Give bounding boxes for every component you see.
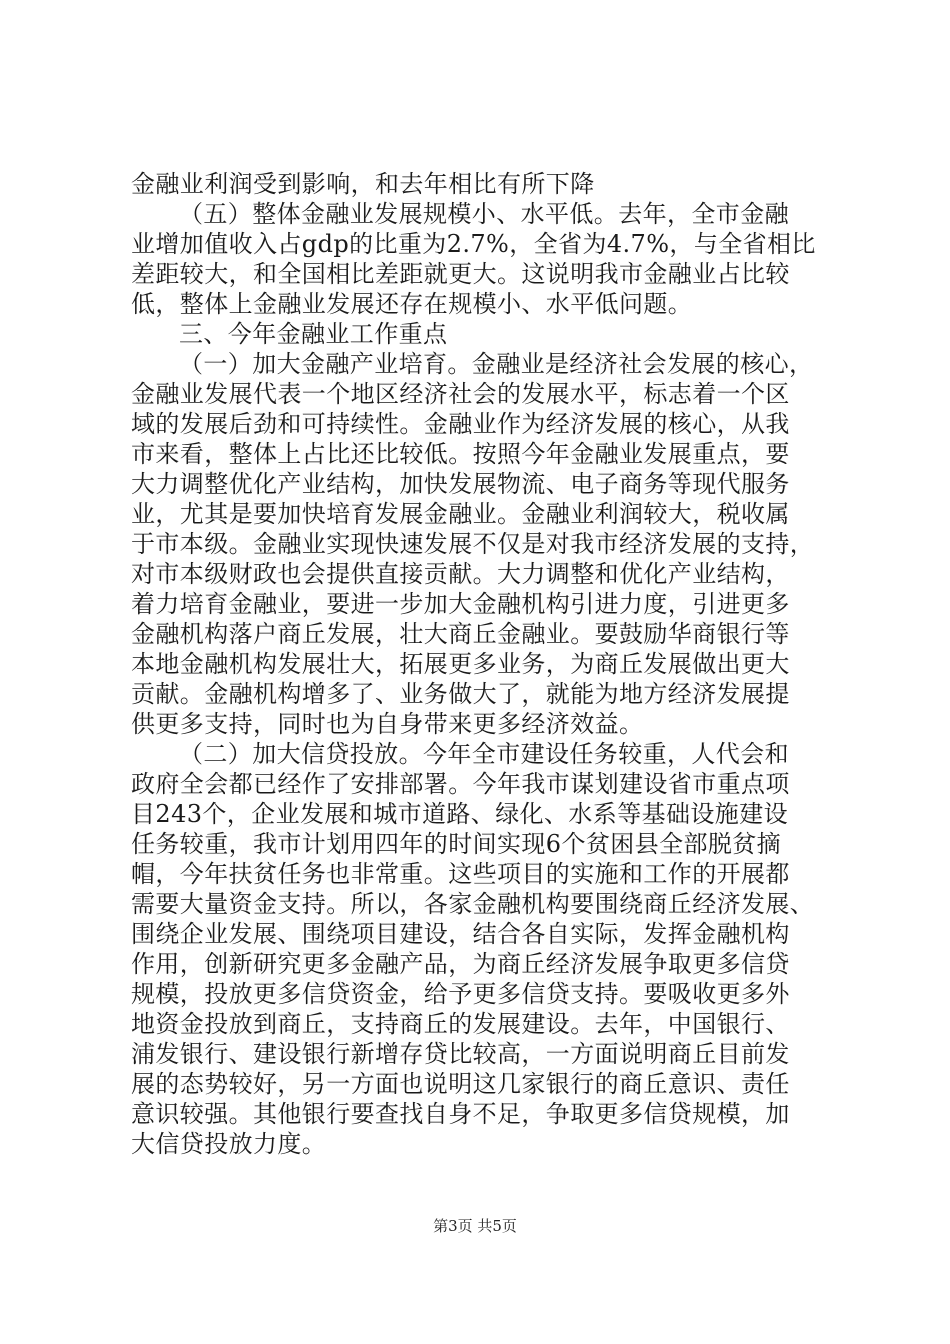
text-line: 围绕企业发展、围绕项目建设，结合各自实际，发挥金融机构 [131,920,790,948]
text-line: 低，整体上金融业发展还存在规模小、水平低问题。 [131,290,693,318]
text-line: 作用，创新研究更多金融产品，为商丘经济发展争取更多信贷 [131,950,790,978]
text-line: 对市本级财政也会提供直接贡献。大力调整和优化产业结构， [131,560,790,588]
text-line: 任务较重，我市计划用四年的时间实现6个贫困县全部脱贫摘 [131,830,782,858]
text-line: 金融业利润受到影响，和去年相比有所下降 [131,170,595,198]
text-line: 着力培育金融业，要进一步加大金融机构引进力度，引进更多 [131,590,790,618]
page-number-footer: 第3页 共5页 [433,1217,517,1235]
text-line: 目243个，企业发展和城市道路、绿化、水系等基础设施建设 [131,800,789,828]
section-heading: 三、今年金融业工作重点 [179,320,448,348]
text-line: 大信贷投放力度。 [131,1130,327,1158]
text-line: 地资金投放到商丘，支持商丘的发展建设。去年，中国银行、 [131,1010,790,1038]
text-line: 差距较大，和全国相比差距就更大。这说明我市金融业占比较 [131,260,790,288]
text-line: 于市本级。金融业实现快速发展不仅是对我市经济发展的支持， [131,530,815,558]
text-line: 业，尤其是要加快培育发展金融业。金融业利润较大，税收属 [131,500,790,528]
paragraph-start-line: （二）加大信贷投放。今年全市建设任务较重，人代会和 [179,740,789,768]
paragraph-start-line: （五）整体金融业发展规模小、水平低。去年，全市金融 [179,200,789,228]
text-line: 政府全会都已经作了安排部署。今年我市谋划建设省市重点项 [131,770,790,798]
text-line: 金融机构落户商丘发展，壮大商丘金融业。要鼓励华商银行等 [131,620,790,648]
text-line: 浦发银行、建设银行新增存贷比较高，一方面说明商丘目前发 [131,1040,790,1068]
text-line: 帽，今年扶贫任务也非常重。这些项目的实施和工作的开展都 [131,860,790,888]
text-line: 贡献。金融机构增多了、业务做大了，就能为地方经济发展提 [131,680,790,708]
paragraph-start-line: （一）加大金融产业培育。金融业是经济社会发展的核心， [179,350,814,378]
text-line: 供更多支持，同时也为自身带来更多经济效益。 [131,710,644,738]
text-line: 需要大量资金支持。所以，各家金融机构要围绕商丘经济发展、 [131,890,815,918]
text-line: 市来看，整体上占比还比较低。按照今年金融业发展重点，要 [131,440,790,468]
text-line: 规模，投放更多信贷资金，给予更多信贷支持。要吸收更多外 [131,980,790,1008]
text-line: 业增加值收入占gdp的比重为2.7%，全省为4.7%，与全省相比 [131,230,816,258]
text-line: 域的发展后劲和可持续性。金融业作为经济发展的核心，从我 [131,410,790,438]
text-line: 展的态势较好，另一方面也说明这几家银行的商丘意识、责任 [131,1070,790,1098]
text-line: 金融业发展代表一个地区经济社会的发展水平，标志着一个区 [131,380,790,408]
body-text [131,169,831,1159]
text-line: 意识较强。其他银行要查找自身不足，争取更多信贷规模，加 [131,1100,790,1128]
text-line: 本地金融机构发展壮大，拓展更多业务，为商丘发展做出更大 [131,650,790,678]
text-line: 大力调整优化产业结构，加快发展物流、电子商务等现代服务 [131,470,790,498]
